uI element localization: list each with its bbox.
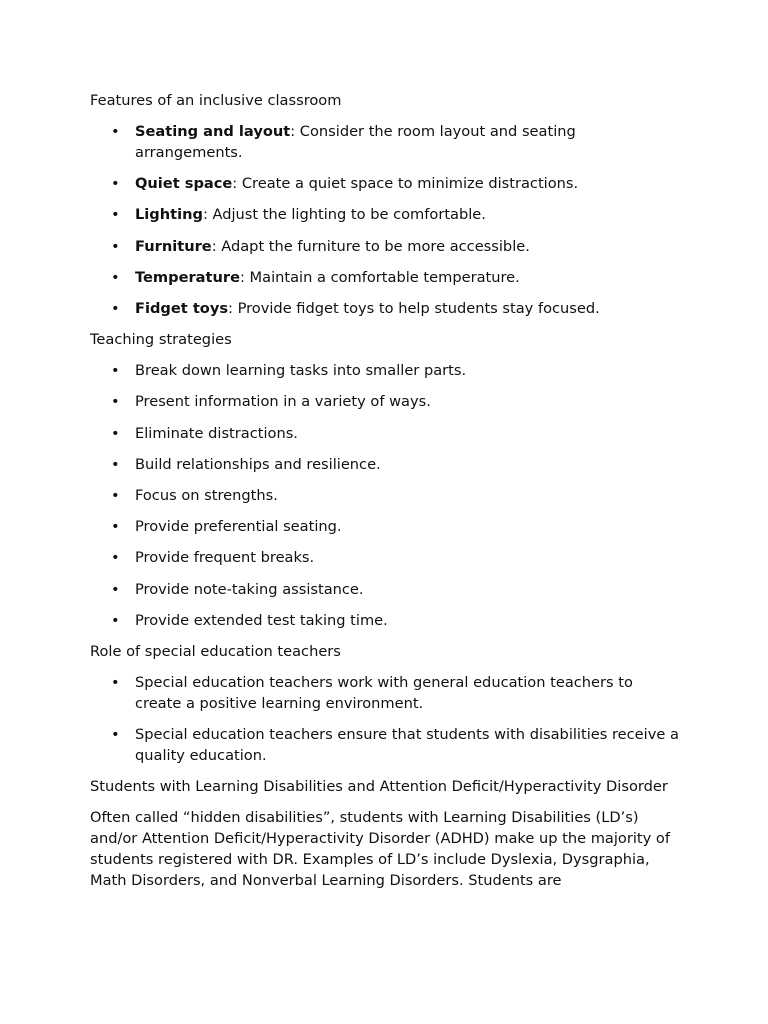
document-page [90, 91, 680, 902]
feature-term: Fidget toys [135, 299, 229, 317]
ld-adhd-paragraph: Often called “hidden disabilities”, students with Learning Disabilities (LD’s) and/or Attention Deficit/Hyperactivity Disorder (ADHD) make up the majority of students registered with DR. Examples of LD’s include Dyslexia, Dysgraphia, Math Disorders, and Nonverbal Learning Disorders. Students are [90, 809, 670, 889]
list-item [90, 174, 680, 195]
list-item [90, 455, 680, 476]
list-item [90, 122, 680, 164]
section-heading-role: Role of special education teachers [90, 642, 341, 660]
list-item [90, 392, 680, 413]
bullet-icon: • [111, 268, 120, 286]
feature-text: : Provide fidget toys to help students stay focused. [228, 299, 600, 317]
strategies-list [90, 361, 680, 631]
bullet-icon: • [111, 299, 120, 317]
feature-term: Furniture [135, 237, 212, 255]
bullet-icon: • [111, 237, 120, 255]
section-heading-strategies: Teaching strategies [90, 331, 232, 349]
strategy-text: Provide preferential seating. [135, 518, 342, 536]
feature-term: Seating and layout [135, 123, 291, 141]
list-item [90, 424, 680, 445]
role-text: Special education teachers work with general education teachers to create a positive learning environment. [135, 674, 633, 712]
list-item [90, 673, 680, 715]
bullet-icon: • [111, 206, 120, 224]
feature-text: : Adapt the furniture to be more accessible. [211, 237, 530, 255]
bullet-icon: • [111, 455, 120, 473]
strategy-text: Provide frequent breaks. [135, 549, 315, 567]
list-item [90, 580, 680, 601]
strategy-text: Focus on strengths. [135, 487, 278, 505]
strategy-text: Eliminate distractions. [135, 424, 298, 442]
bullet-icon: • [111, 487, 120, 505]
feature-term: Quiet space [135, 175, 233, 193]
list-item [90, 517, 680, 538]
list-item [90, 548, 680, 569]
list-item [90, 361, 680, 382]
bullet-icon: • [111, 123, 120, 141]
bullet-icon: • [111, 518, 120, 536]
list-item [90, 725, 680, 767]
bullet-icon: • [111, 611, 120, 629]
features-list [90, 122, 680, 320]
bullet-icon: • [111, 580, 120, 598]
bullet-icon: • [111, 175, 120, 193]
strategy-text: Build relationships and resilience. [135, 455, 381, 473]
role-list [90, 673, 680, 767]
strategy-text: Provide extended test taking time. [135, 611, 388, 629]
feature-term: Temperature [135, 268, 240, 286]
list-item [90, 486, 680, 507]
section-heading-ld-adhd: Students with Learning Disabilities and Attention Deficit/Hyperactivity Disorder [90, 778, 668, 796]
feature-text: : Create a quiet space to minimize distractions. [232, 175, 579, 193]
list-item [90, 237, 680, 258]
strategy-text: Present information in a variety of ways. [135, 393, 431, 411]
list-item [90, 205, 680, 226]
bullet-icon: • [111, 393, 120, 411]
feature-term: Lighting [135, 206, 203, 224]
bullet-icon: • [111, 674, 120, 692]
bullet-icon: • [111, 362, 120, 380]
feature-text: : Maintain a comfortable temperature. [239, 268, 520, 286]
feature-text: : Adjust the lighting to be comfortable. [202, 206, 486, 224]
strategy-text: Provide note-taking assistance. [135, 580, 364, 598]
bullet-icon: • [111, 424, 120, 442]
list-item [90, 299, 680, 320]
bullet-icon: • [111, 549, 120, 567]
role-text: Special education teachers ensure that students with disabilities receive a quality education. [135, 726, 679, 764]
list-item [90, 268, 680, 289]
bullet-icon: • [111, 726, 120, 744]
feature-text: : Consider the room layout and seating arrangements. [135, 123, 576, 161]
list-item [90, 611, 680, 632]
strategy-text: Break down learning tasks into smaller parts. [135, 362, 467, 380]
section-heading-features: Features of an inclusive classroom [90, 92, 342, 109]
